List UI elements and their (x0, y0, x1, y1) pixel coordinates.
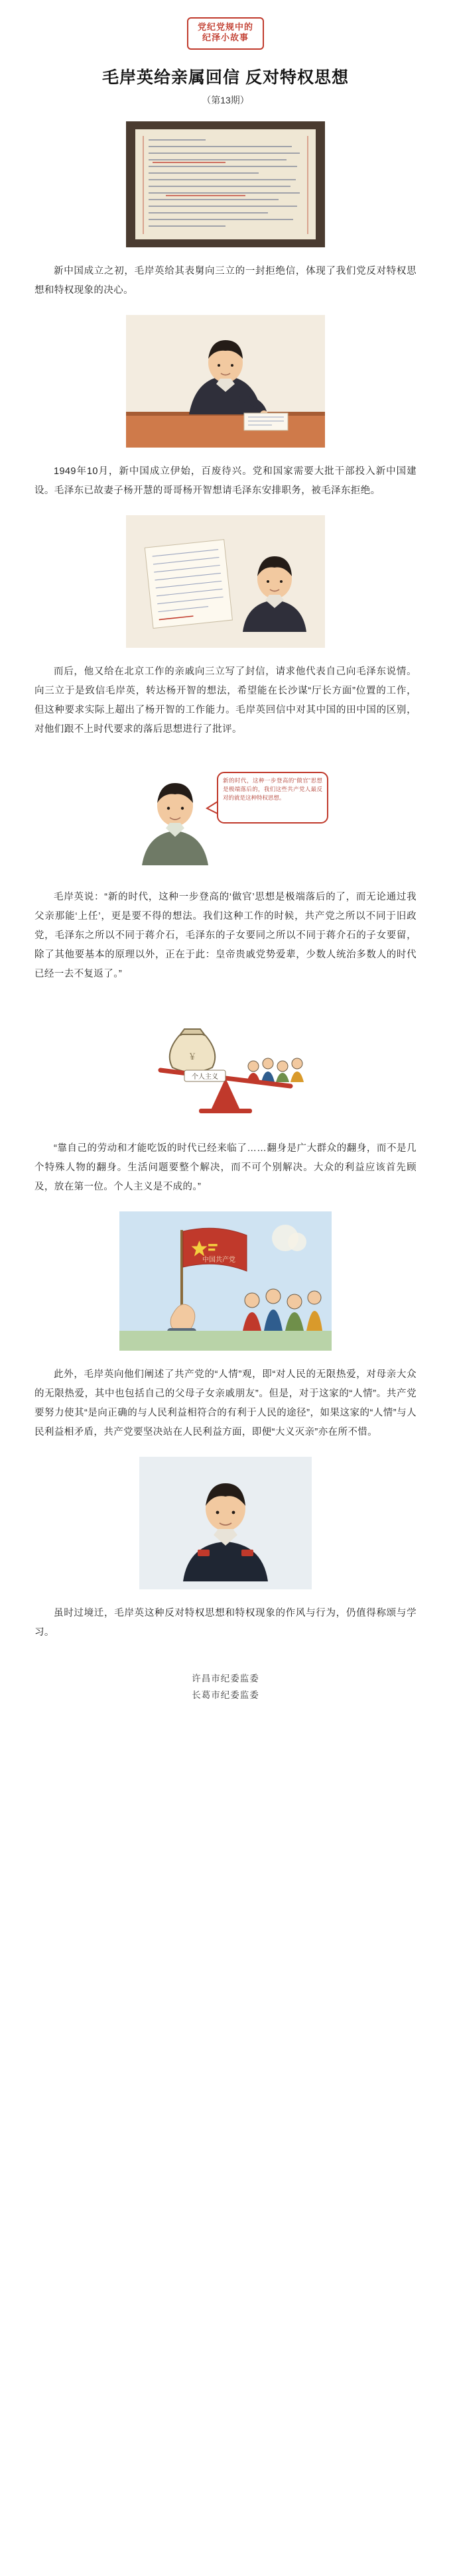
signature-line-1: 许昌市纪委监委 (192, 1673, 259, 1684)
paragraph-2: 1949年10月，新中国成立伊始，百废待兴。党和国家需要大批干部投入新中国建设。毛泽东已故妻子杨开慧的哥哥杨开智想请毛泽东安排职务，被毛泽东拒绝。 (34, 465, 417, 496)
balance-scale-illustration (119, 999, 332, 1125)
issue-number: （第13期） (202, 94, 249, 105)
paragraph-5: “靠自己的劳动和才能吃饭的时代已经来临了……翻身是广大群众的翻身，而不是几个特殊人物的翻身。生活问题要整个解决，而不可个别解决。大众的利益应该首先顾及，放在第一位。个人主义是不成的。” (34, 1142, 417, 1192)
figure-speech (0, 754, 451, 873)
signature-block (0, 1670, 451, 1704)
badge-line1: 党纪党规中的 (197, 22, 253, 32)
letter-and-portrait (126, 515, 325, 648)
party-flag-and-crowd (119, 1211, 332, 1351)
paragraph-6: 此外，毛岸英向他们阐述了共产党的“人情”观，即“对人民的无限热爱，对母亲大众的无限热爱，其中也包括自己的父母子女亲戚朋友”。但是，对于这家的“人情”。共产党要努力使其“是向正确的与人民利益相符合的有利于人民的途径”，如果这家的“人情”与人民利益相矛盾，共产党要坚决站在人民利益方面，即便“大义灭亲”亦在所不惜。 (34, 1369, 417, 1438)
figure-paper-portrait (0, 515, 451, 648)
figure-flag (0, 1211, 451, 1351)
page-title: 毛岸英给亲属回信 反对特权思想 (102, 68, 349, 87)
header-badge-wrapper (0, 0, 451, 50)
figure-desk (0, 315, 451, 448)
column-badge (187, 17, 264, 50)
figure-scale (0, 999, 451, 1125)
speech-bubble-text: 新的时代，这种一步登高的“做官”思想是极端落后的，我们这些共产党人最反对的就是这种特权思想。 (223, 776, 322, 800)
mao-anying-uniform-portrait (139, 1457, 312, 1589)
figure-letter (0, 121, 451, 247)
mao-anying-writing-at-desk (126, 315, 325, 448)
paragraph-4: 毛岸英说：“新的时代，这种一步登高的‘做官’思想是极端落后的了，而无论通过我父亲那能‘上任’，更是要不得的想法。我们这种工作的时候，共产党之所以不同于旧政党，毛泽东之所以不同于蒋介石，毛泽东的子女要同之所以不同于蒋介石的子女要留，除了其他要基本的原理以外，正在于此：皇帝贵戚党势爱辈，少数人统治多数人的时代已经一去不复返了。” (34, 891, 417, 979)
scale-left-label: 个人主义 (192, 1073, 218, 1081)
badge-line2: 纪泽小故事 (202, 32, 249, 43)
figure-portrait (0, 1457, 451, 1589)
handwritten-letter-photo (126, 121, 325, 247)
mao-anying-speech-bubble (113, 754, 338, 873)
svg-text:￥: ￥ (188, 1051, 197, 1062)
paragraph-3: 而后，他又给在北京工作的亲戚向三立写了封信，请求他代表自己向毛泽东说情。向三立于是致信毛岸英，转达杨开智的想法，希望能在长沙谋“厅长方面”位置的工作，但这种要求实际上超出了杨开智的工作能力。毛岸英回信中对其中国的田中国的区别，对他们跟不上时代要求的落后思想进行了批评。 (34, 666, 417, 735)
flag-text: 中国共产党 (202, 1256, 235, 1264)
paragraph-7: 虽时过境迁，毛岸英这种反对特权思想和特权现象的作风与行为，仍值得称颂与学习。 (34, 1607, 417, 1638)
signature-line-2: 长葛市纪委监委 (192, 1690, 259, 1701)
paragraph-1: 新中国成立之初，毛岸英给其表舅向三立的一封拒绝信，体现了我们党反对特权思想和特权现象的决心。 (34, 265, 417, 296)
